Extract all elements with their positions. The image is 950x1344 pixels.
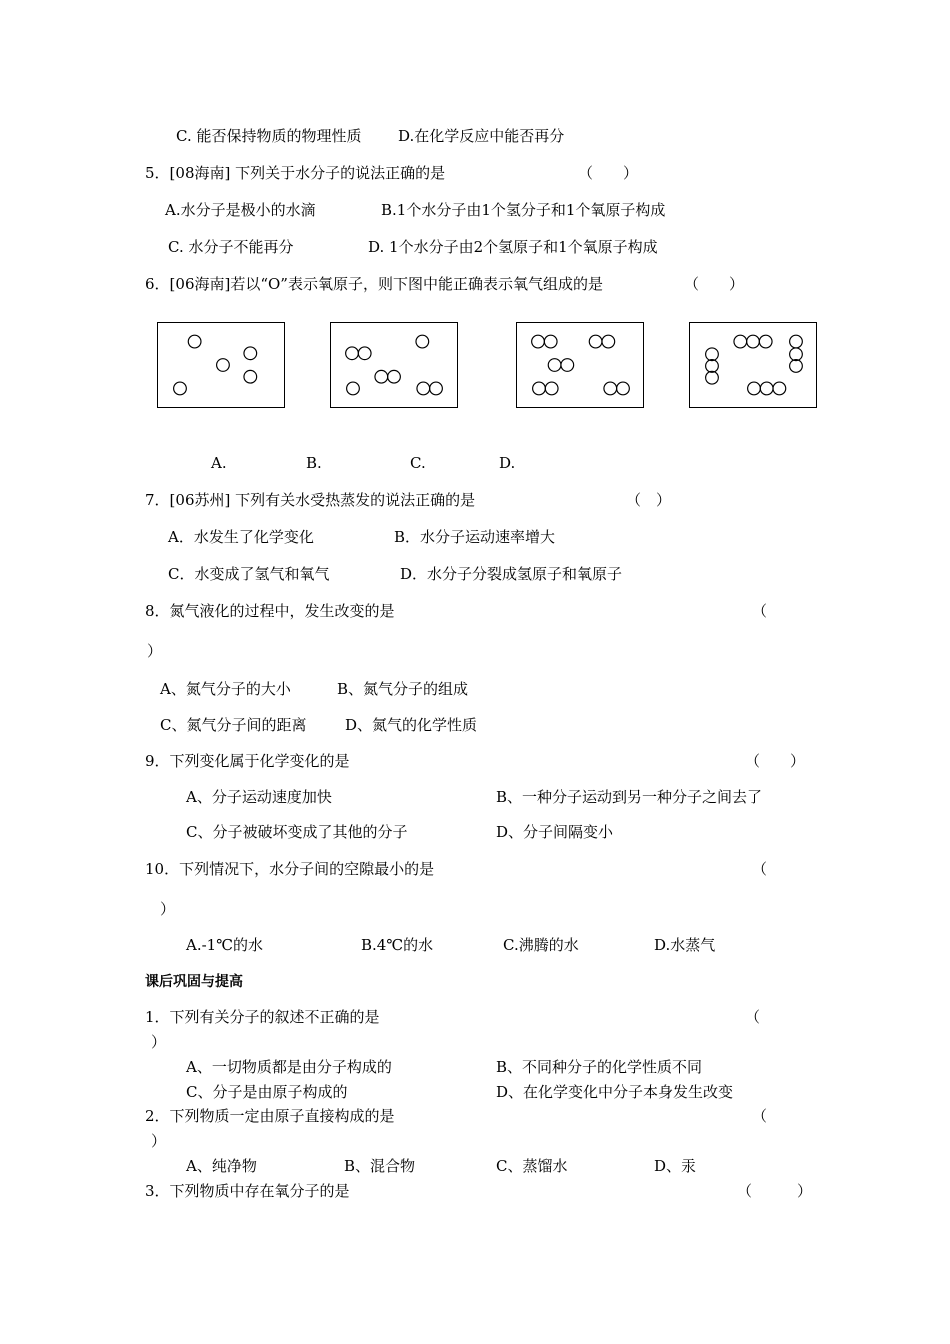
q6-label-a: A. <box>211 454 227 472</box>
q6-label-d: D. <box>499 454 516 472</box>
p1-option-b: B、不同种分子的化学性质不同 <box>496 1058 703 1076</box>
q8-bracket-close: ） <box>147 642 163 660</box>
p1-option-d: D、在化学变化中分子本身发生改变 <box>496 1083 734 1101</box>
p2-stem: 2．下列物质一定由原子直接构成的是 <box>145 1107 395 1125</box>
q9-option-b: B、一种分子运动到另一种分子之间去了 <box>496 788 763 806</box>
q6-answer-bracket: （ ） <box>684 275 745 293</box>
q5-option-a: A.水分子是极小的水滴 <box>165 201 316 219</box>
diagram-box-d <box>689 322 817 408</box>
q5-option-d: D. 1个水分子由2个氢原子和1个氧原子构成 <box>368 238 658 256</box>
p3-answer-bracket: （ ） <box>737 1182 813 1200</box>
q8-option-c: C、氮气分子间的距离 <box>160 716 307 734</box>
molecules-diagram-d <box>690 323 816 407</box>
q5-stem: 5．[08海南] 下列关于水分子的说法正确的是 <box>145 164 446 182</box>
q7-stem: 7．[06苏州] 下列有关水受热蒸发的说法正确的是 <box>145 491 476 509</box>
q6-label-b: B. <box>306 454 322 472</box>
molecules-diagram-b <box>331 323 457 407</box>
q4-option-d: D.在化学反应中能否再分 <box>398 127 565 145</box>
p1-option-c: C、分子是由原子构成的 <box>186 1083 348 1101</box>
atoms-diagram-a <box>158 323 284 407</box>
p1-bracket-open: （ <box>745 1008 761 1026</box>
q7-option-d: D．水分子分裂成氢原子和氧原子 <box>400 565 623 583</box>
q5-option-b: B.1个水分子由1个氢分子和1个氧原子构成 <box>381 201 666 219</box>
q10-option-c: C.沸腾的水 <box>503 936 579 954</box>
q8-bracket-open: （ <box>752 602 768 620</box>
q10-option-b: B.4℃的水 <box>361 936 434 954</box>
q8-stem: 8．氮气液化的过程中，发生改变的是 <box>145 602 395 620</box>
p2-bracket-close: ） <box>151 1132 167 1150</box>
q9-option-d: D、分子间隔变小 <box>496 823 614 841</box>
p2-option-d: D、汞 <box>654 1157 697 1175</box>
q8-option-d: D、氮气的化学性质 <box>345 716 478 734</box>
q5-option-c: C. 水分子不能再分 <box>168 238 294 256</box>
molecules-diagram-c <box>517 323 643 407</box>
p3-stem: 3．下列物质中存在氧分子的是 <box>145 1182 350 1200</box>
diagram-box-a <box>157 322 285 408</box>
q7-answer-bracket: （ ） <box>626 491 672 509</box>
q9-option-c: C、分子被破坏变成了其他的分子 <box>186 823 408 841</box>
q8-option-a: A、氮气分子的大小 <box>160 680 291 698</box>
q7-option-b: B．水分子运动速率增大 <box>394 528 556 546</box>
p2-option-a: A、纯净物 <box>186 1157 257 1175</box>
q9-option-a: A、分子运动速度加快 <box>186 788 332 806</box>
q4-option-c: C. 能否保持物质的物理性质 <box>176 127 362 145</box>
section-title: 课后巩固与提高 <box>145 974 243 990</box>
q10-bracket-open: （ <box>752 860 768 878</box>
p2-option-c: C、蒸馏水 <box>496 1157 568 1175</box>
q7-option-c: C．水变成了氢气和氧气 <box>168 565 330 583</box>
q9-stem: 9．下列变化属于化学变化的是 <box>145 752 350 770</box>
p1-stem: 1．下列有关分子的叙述不正确的是 <box>145 1008 380 1026</box>
q10-option-d: D.水蒸气 <box>654 936 716 954</box>
q8-option-b: B、氮气分子的组成 <box>337 680 469 698</box>
q7-option-a: A．水发生了化学变化 <box>168 528 314 546</box>
q10-stem: 10．下列情况下，水分子间的空隙最小的是 <box>145 860 435 878</box>
q10-bracket-close: ） <box>160 900 176 918</box>
q5-answer-bracket: （ ） <box>578 164 639 182</box>
p2-bracket-open: （ <box>752 1107 768 1125</box>
diagram-box-c <box>516 322 644 408</box>
p1-option-a: A、一切物质都是由分子构成的 <box>186 1058 392 1076</box>
q6-label-c: C. <box>410 454 426 472</box>
diagram-box-b <box>330 322 458 408</box>
q6-stem: 6．[06海南]若以“O”表示氧原子，则下图中能正确表示氧气组成的是 <box>145 275 603 293</box>
p2-option-b: B、混合物 <box>344 1157 416 1175</box>
p1-bracket-close: ） <box>151 1033 167 1051</box>
q10-option-a: A.-1℃的水 <box>186 936 263 954</box>
q9-answer-bracket: （ ） <box>745 752 806 770</box>
